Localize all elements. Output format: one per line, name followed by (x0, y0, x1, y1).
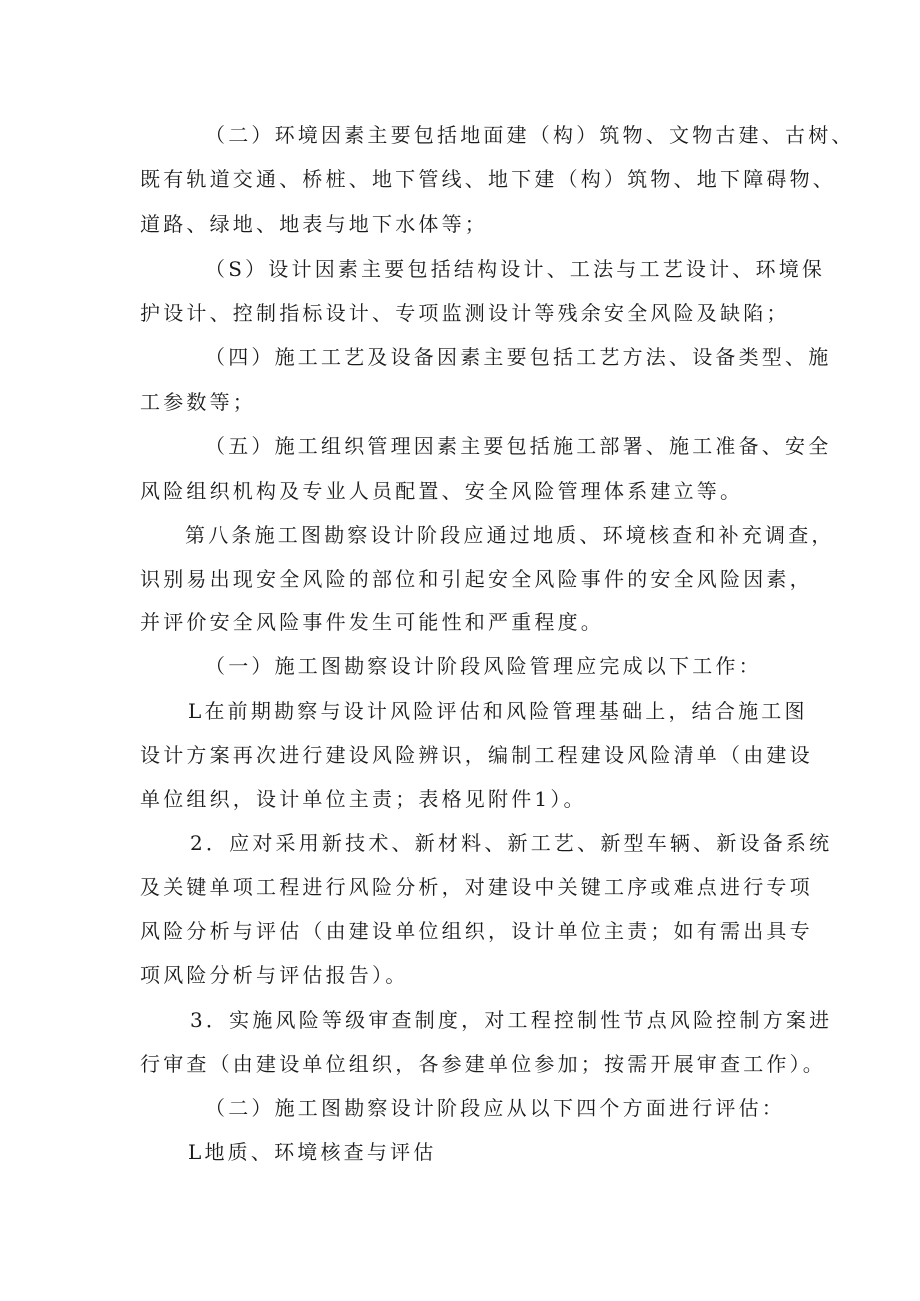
text-line-1: （二）环境因素主要包括地面建（构）筑物、文物古建、古树、 (205, 123, 855, 147)
text-line-14: L在前期勘察与设计风险评估和风险管理基础上，结合施工图 (188, 699, 808, 723)
text-line-20: 项风险分析与评估报告）。 (140, 963, 409, 987)
text-line-7: 工参数等； (140, 390, 256, 414)
text-line-23: （二）施工图勘察设计阶段应从以下四个方面进行评估： (205, 1096, 785, 1120)
text-line-5: 护设计、控制指标设计、专项监测设计等残余安全风险及缺陷； (140, 301, 790, 325)
text-line-11: 识别易出现安全风险的部位和引起安全风险事件的安全风险因素， (140, 567, 813, 591)
text-line-17: 2．应对采用新技术、新材料、新工艺、新型车辆、新设备系统 (190, 831, 833, 855)
text-line-12: 并评价安全风险事件发生可能性和严重程度。 (140, 610, 604, 634)
text-line-13: （一）施工图勘察设计阶段风险管理应完成以下工作： (205, 654, 762, 678)
text-line-16: 单位组织，设计单位主责；表格见附件1）。 (140, 787, 587, 811)
text-line-22: 行审查（由建设单位组织，各参建单位参加；按需开展审查工作）。 (140, 1052, 826, 1076)
text-line-24: L地质、环境核查与评估 (188, 1140, 437, 1164)
text-line-3: 道路、绿地、地表与地下水体等； (140, 212, 488, 236)
text-line-18: 及关键单项工程进行风险分析，对建设中关键工序或难点进行专项 (140, 875, 813, 899)
text-line-4: （S）设计因素主要包括结构设计、工法与工艺设计、环境保 (205, 257, 826, 281)
text-line-15: 设计方案再次进行建设风险辨识，编制工程建设风险清单（由建设 (140, 743, 813, 767)
text-line-6: （四）施工工艺及设备因素主要包括工艺方法、设备类型、施 (205, 345, 832, 369)
text-line-8: （五）施工组织管理因素主要包括施工部署、施工准备、安全 (205, 434, 832, 458)
text-line-2: 既有轨道交通、桥桩、地下管线、地下建（构）筑物、地下障碍物、 (140, 167, 836, 191)
text-line-9: 风险组织机构及专业人员配置、安全风险管理体系建立等。 (140, 479, 744, 503)
text-line-19: 风险分析与评估（由建设单位组织，设计单位主责；如有需出具专 (140, 919, 813, 943)
text-line-21: 3．实施风险等级审查制度，对工程控制性节点风险控制方案进 (190, 1008, 833, 1032)
text-line-10: 第八条施工图勘察设计阶段应通过地质、环境核查和补充调查， (185, 523, 835, 547)
